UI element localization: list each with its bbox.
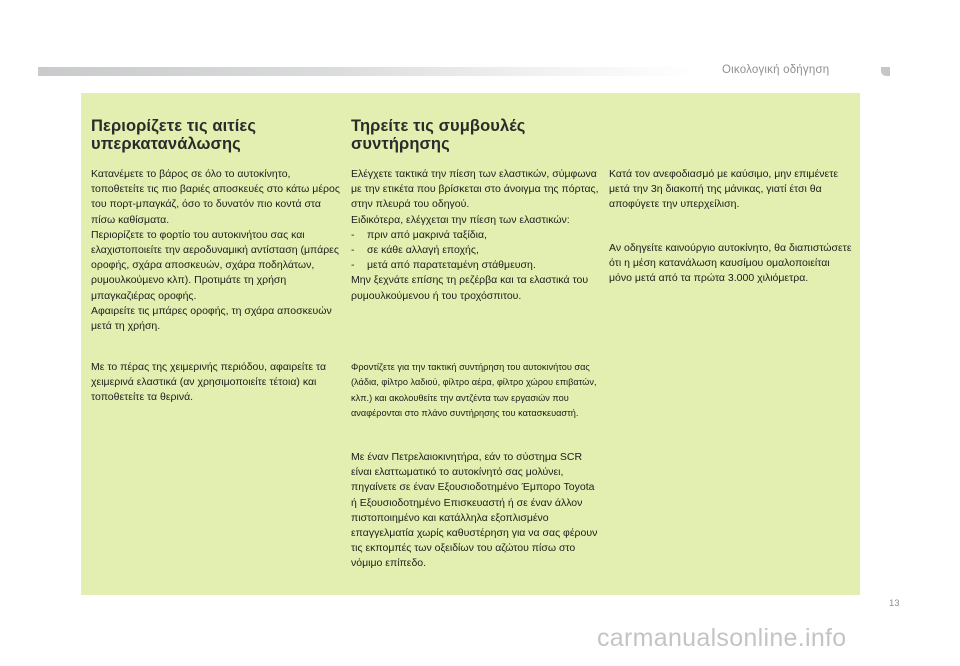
left-paragraph: Αφαιρείτε τις μπάρες οροφής, τη σχάρα αποσκευών μετά τη χρήση. <box>91 304 332 333</box>
list-text: μετά από παρατεταμένη στάθμευση. <box>367 259 536 272</box>
diesel-scr-paragraph: Με έναν Πετρελαιοκινητήρα, εάν το σύστημα SCR είναι ελαττωματικό το αυτοκίνητό σας μολύνει, πηγαίνετε σε έναν Εξουσιοδοτημένο Έμπορο Toyota ή Εξουσιοδοτημένο Επισκευαστή ή σε έναν άλλον πιστοποιημένο και κατάλληλα εξοπλισμένο επαγγελματία χωρίς καθυστέρηση για να σας φέρουν τις εκπομπές των οξειδίων του αζώτου πίσω στο νόμιμο επίπεδο. <box>351 451 598 570</box>
watermark: carmanualsonline.info <box>597 624 847 652</box>
left-column <box>91 117 341 334</box>
refuelling-paragraph: Κατά τον ανεφοδιασμό με καύσιμο, μην επιμένετε μετά την 3η διακοπή της μάνικας, γιατί έτσι θα αποφύγετε την υπερχείλιση. <box>609 168 839 211</box>
left-paragraph: Περιορίζετε το φορτίο του αυτοκινήτου σας και ελαχιστοποιείτε την αεροδυναμική αντίσταση (μπάρες οροφής, σχάρα αποσκευών, σχάρα ποδηλάτων, ρυμουλκούμενο κλπ). Προτιμάτε τη χρήση μπαγκαζιέρας οροφής. <box>91 228 339 302</box>
middle-column <box>351 117 603 304</box>
list-item <box>351 258 603 273</box>
winter-tyres-paragraph: Με το πέρας της χειμερινής περιόδου, αφαιρείτε τα χειμερινά ελαστικά (αν χρησιμοποιείτε τέτοια) και τοποθετείτε τα θερινά. <box>91 361 327 404</box>
list-text: σε κάθε αλλαγή εποχής, <box>367 244 479 257</box>
corner-mark <box>881 67 890 76</box>
middle-paragraph: Ειδικότερα, ελέγχεται την πίεση των ελαστικών: <box>351 213 570 226</box>
list-dash: - <box>351 244 355 257</box>
list-text: πριν από μακρινά ταξίδια, <box>367 228 487 241</box>
list-item <box>351 243 603 258</box>
list-item <box>351 228 603 243</box>
right-column <box>609 167 854 213</box>
list-dash: - <box>351 259 355 272</box>
left-paragraph: Κατανέμετε το βάρος σε όλο το αυτοκίνητο, τοποθετείτε τις πιο βαριές αποσκευές στο κάτω μέρος του πορτ-μπαγκάζ, όσο το δυνατόν πιο κοντά στα πίσω καθίσματα. <box>91 168 340 226</box>
list-dash: - <box>351 228 355 241</box>
middle-paragraph: Μην ξεχνάτε επίσης τη ρεζέρβα και τα ελαστικά του ρυμουλκούμενου ή του τροχόσπιτου. <box>351 274 589 302</box>
maintenance-note: Φροντίζετε για την τακτική συντήρηση του αυτοκινήτου σας (λάδια, φίλτρο λαδιού, φίλτρο αέρα, φίλτρο χώρου επιβατών, κλπ.) και ακολουθείτε την αντζέντα των εργασιών που αναφέρονται στο πλάνο συντήρησης του κατασκευαστή. <box>351 362 597 418</box>
chapter-title: Οικολογική οδήγηση <box>722 64 830 76</box>
page-number: 13 <box>889 598 900 609</box>
middle-paragraph: Ελέγχετε τακτικά την πίεση των ελαστικών, σύμφωνα με την ετικέτα που βρίσκεται στο άνοιγμα της πόρτας, στην πλευρά του οδηγού. <box>351 168 599 211</box>
new-car-paragraph: Αν οδηγείτε καινούργιο αυτοκίνητο, θα διαπιστώσετε ότι η μέση κατανάλωση καυσίμου ομαλοποιείται μόνο μετά από τα πρώτα 3.000 χιλιόμετρα. <box>609 242 852 285</box>
middle-heading: Τηρείτε τις συμβουλές συντήρησης <box>351 117 526 153</box>
left-heading: Περιορίζετε τις αιτίες υπερκατανάλωσης <box>91 117 257 153</box>
